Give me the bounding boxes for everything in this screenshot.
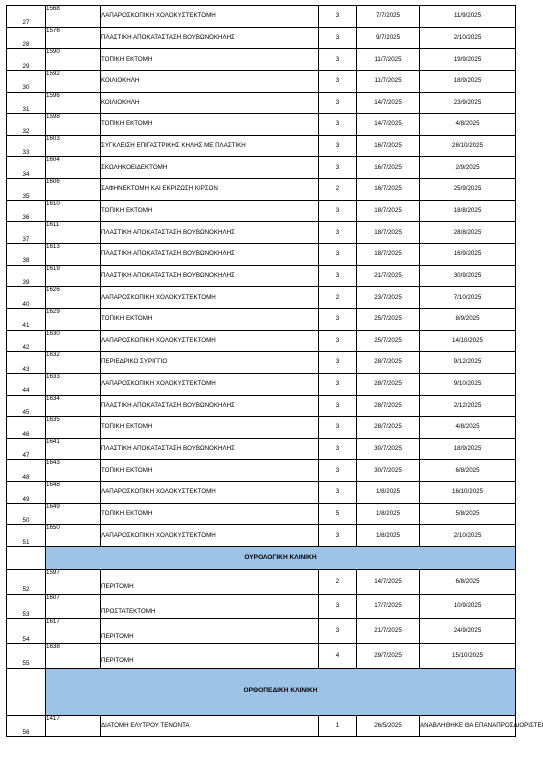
procedure-name: ΠΛΑΣΤΙΚΗ ΑΠΟΚΑΤΑΣΤΑΣΗ ΒΟΥΒΩΝΟΚΗΛΗΣ [101,395,319,417]
registration-date: 11/7/2025 [357,70,420,92]
protocol-number: 1635 [46,417,101,439]
surgery-date: 28/8/2025 [420,222,516,244]
procedure-name: ΚΟΙΛΙΟΚΗΛΗ [101,70,319,92]
priority-class: 3 [319,308,357,330]
surgery-date: 2/12/2025 [420,395,516,417]
table-row [7,619,516,644]
row-number: 33 [7,135,46,157]
procedure-name: ΠΛΑΣΤΙΚΗ ΑΠΟΚΑΤΑΣΤΑΣΗ ΒΟΥΒΩΝΟΚΗΛΗΣ [101,265,319,287]
procedure-name: ΣΚΩΛΗΚΟΕΙΔΕΚΤΟΜΗ [101,157,319,179]
priority-class: 3 [319,6,357,28]
registration-date: 11/7/2025 [357,49,420,71]
table-row [7,503,516,525]
row-number: 41 [7,308,46,330]
row-number: 54 [7,619,46,644]
priority-class: 4 [319,643,357,668]
registration-date: 28/7/2025 [357,417,420,439]
procedure-name: ΤΟΠΙΚΗ ΕΚΤΟΜΗ [101,460,319,482]
surgery-date: 2/10/2025 [420,525,516,547]
priority-class: 3 [319,525,357,547]
table-row [7,525,516,547]
registration-date: 1/8/2025 [357,503,420,525]
table-row [7,460,516,482]
surgery-date: 24/9/2025 [420,619,516,644]
row-number: 28 [7,27,46,49]
procedure-name: ΔΙΑΤΟΜΗ ΕΛΥΤΡΟΥ ΤΕΝΟΝΤΑ [101,715,319,737]
surgery-date: 28/10/2025 [420,135,516,157]
priority-class: 3 [319,352,357,374]
priority-class: 2 [319,287,357,309]
surgery-date: 30/9/2025 [420,265,516,287]
section-header-spacer [7,668,46,715]
surgery-date: 25/9/2025 [420,179,516,201]
registration-date: 21/7/2025 [357,619,420,644]
section-title: ΟΥΡΟΛΟΓΙΚΗ ΚΛΙΝΙΚΗ [46,547,516,570]
row-number: 30 [7,70,46,92]
protocol-number: 1641 [46,438,101,460]
protocol-number: 1648 [46,482,101,504]
priority-class: 3 [319,482,357,504]
row-number: 27 [7,6,46,28]
protocol-number: 1576 [46,27,101,49]
priority-class: 3 [319,135,357,157]
row-number: 46 [7,417,46,439]
surgery-date: 16/10/2025 [420,482,516,504]
row-number: 50 [7,503,46,525]
row-number: 35 [7,179,46,201]
surgery-date: 18/8/2025 [420,200,516,222]
row-number: 38 [7,244,46,266]
procedure-name: ΠΛΑΣΤΙΚΗ ΑΠΟΚΑΤΑΣΤΑΣΗ ΒΟΥΒΩΝΟΚΗΛΗΣ [101,438,319,460]
row-number: 53 [7,594,46,619]
protocol-number: 1417 [46,715,101,737]
priority-class: 3 [319,373,357,395]
priority-class: 3 [319,460,357,482]
protocol-number: 1611 [46,222,101,244]
procedure-name: ΛΑΠΑΡΟΣΚΟΠΙΚΗ ΧΟΛΟΚΥΣΤΕΚΤΟΜΗ [101,330,319,352]
registration-date: 17/7/2025 [357,594,420,619]
priority-class: 3 [319,330,357,352]
table-row [7,330,516,352]
procedure-name: ΛΑΠΑΡΟΣΚΟΠΙΚΗ ΧΟΛΟΚΥΣΤΕΚΤΟΜΗ [101,525,319,547]
surgery-date: ΑΝΑΒΛΗΘΗΚΕ ΘΑ ΕΠΑΝΑΠΡΟΣΔΙΟΡΙΣΤΕΙ [420,715,516,737]
procedure-name: ΠΛΑΣΤΙΚΗ ΑΠΟΚΑΤΑΣΤΑΣΗ ΒΟΥΒΩΝΟΚΗΛΗΣ [101,244,319,266]
protocol-number: 1598 [46,114,101,136]
priority-class: 3 [319,49,357,71]
protocol-number: 1604 [46,157,101,179]
priority-class: 3 [319,244,357,266]
row-number: 34 [7,157,46,179]
procedure-name: ΣΑΦΗΝΕΚΤΟΜΗ ΚΑΙ ΕΚΡΙΖΩΣΗ ΚΙΡΣΩΝ [101,179,319,201]
table-row [7,157,516,179]
priority-class: 3 [319,92,357,114]
procedure-name: ΚΟΙΛΙΟΚΗΛΗ [101,92,319,114]
priority-class: 3 [319,157,357,179]
procedure-name: ΠΕΡΙΤΟΜΗ [101,643,319,668]
section-header-row [7,668,516,715]
row-number: 32 [7,114,46,136]
surgery-waiting-list-table [6,5,543,737]
surgery-date: 11/9/2025 [420,6,516,28]
row-number: 39 [7,265,46,287]
protocol-number: 1643 [46,460,101,482]
procedure-name: ΛΑΠΑΡΟΣΚΟΠΙΚΗ ΧΟΛΟΚΥΣΤΕΚΤΟΜΗ [101,6,319,28]
row-number: 36 [7,200,46,222]
registration-date: 16/7/2025 [357,157,420,179]
surgery-date: 18/9/2025 [420,70,516,92]
procedure-name: ΛΑΠΑΡΟΣΚΟΠΙΚΗ ΧΟΛΟΚΥΣΤΕΚΤΟΜΗ [101,373,319,395]
protocol-number: 1597 [46,570,101,595]
table-row [7,200,516,222]
registration-date: 18/7/2025 [357,244,420,266]
registration-date: 29/7/2025 [357,643,420,668]
priority-class: 3 [319,27,357,49]
row-number: 40 [7,287,46,309]
protocol-number: 1638 [46,643,101,668]
procedure-name: ΤΟΠΙΚΗ ΕΚΤΟΜΗ [101,308,319,330]
table-row [7,287,516,309]
protocol-number: 1626 [46,287,101,309]
section-header-row [7,547,516,570]
row-number: 44 [7,373,46,395]
surgery-date: 14/10/2025 [420,330,516,352]
table-row [7,244,516,266]
row-number: 48 [7,460,46,482]
procedure-name: ΤΟΠΙΚΗ ΕΚΤΟΜΗ [101,503,319,525]
protocol-number: 1607 [46,594,101,619]
procedure-name: ΠΡΟΣΤΑΤΕΚΤΟΜΗ [101,594,319,619]
table-row [7,570,516,595]
registration-date: 25/7/2025 [357,308,420,330]
table-row [7,6,516,28]
surgery-date: 16/9/2025 [420,244,516,266]
registration-date: 1/8/2025 [357,482,420,504]
row-number: 29 [7,49,46,71]
protocol-number: 1596 [46,92,101,114]
registration-date: 28/7/2025 [357,352,420,374]
registration-date: 14/7/2025 [357,92,420,114]
registration-date: 16/7/2025 [357,179,420,201]
protocol-number: 1603 [46,135,101,157]
protocol-number: 1650 [46,525,101,547]
table-row [7,222,516,244]
table-row [7,352,516,374]
protocol-number: 1606 [46,179,101,201]
surgery-date: 6/8/2025 [420,460,516,482]
procedure-name: ΛΑΠΑΡΟΣΚΟΠΙΚΗ ΧΟΛΟΚΥΣΤΕΚΤΟΜΗ [101,287,319,309]
protocol-number: 1632 [46,352,101,374]
registration-date: 30/7/2025 [357,438,420,460]
table-row [7,438,516,460]
row-number: 52 [7,570,46,595]
protocol-number: 1630 [46,330,101,352]
registration-date: 26/5/2025 [357,715,420,737]
registration-date: 16/7/2025 [357,135,420,157]
protocol-number: 1619 [46,265,101,287]
registration-date: 25/7/2025 [357,330,420,352]
registration-date: 1/8/2025 [357,525,420,547]
row-number: 49 [7,482,46,504]
procedure-name: ΣΥΓΚΛΕΙΣΗ ΕΠΙΓΑΣΤΡΙΚΗΣ ΚΗΛΗΣ ΜΕ ΠΛΑΣΤΙΚΗ [101,135,319,157]
table-row [7,265,516,287]
table-row [7,715,516,737]
row-number: 56 [7,715,46,737]
section-header-spacer [7,547,46,570]
table-row [7,27,516,49]
row-number: 42 [7,330,46,352]
protocol-number: 1617 [46,619,101,644]
table-body [7,5,543,737]
procedure-name: ΠΛΑΣΤΙΚΗ ΑΠΟΚΑΤΑΣΤΑΣΗ ΒΟΥΒΩΝΟΚΗΛΗΣ [101,27,319,49]
priority-class: 1 [319,715,357,737]
priority-class: 3 [319,114,357,136]
registration-date: 23/7/2025 [357,287,420,309]
procedure-name: ΠΕΡΙΤΟΜΗ [101,619,319,644]
surgery-date: 5/8/2025 [420,503,516,525]
procedure-name: ΠΕΡΙΕΔΡΙΚΟ ΣΥΡΙΓΓΙΟ [101,352,319,374]
row-number: 37 [7,222,46,244]
table-row [7,70,516,92]
table-row [7,482,516,504]
priority-class: 3 [319,438,357,460]
priority-class: 3 [319,619,357,644]
priority-class: 3 [319,417,357,439]
priority-class: 3 [319,70,357,92]
registration-date: 30/7/2025 [357,460,420,482]
priority-class: 3 [319,395,357,417]
surgery-date: 9/10/2025 [420,373,516,395]
procedure-name: ΠΕΡΙΤΟΜΗ [101,570,319,595]
protocol-number: 1629 [46,308,101,330]
priority-class: 3 [319,222,357,244]
registration-date: 14/7/2025 [357,114,420,136]
surgery-date: 15/10/2025 [420,643,516,668]
surgery-date: 7/10/2025 [420,287,516,309]
table-row [7,135,516,157]
row-number: 43 [7,352,46,374]
surgery-date: 18/9/2025 [420,438,516,460]
registration-date: 7/7/2025 [357,6,420,28]
row-number: 47 [7,438,46,460]
surgery-date: 4/8/2025 [420,417,516,439]
surgery-date: 10/9/2025 [420,594,516,619]
procedure-name: ΤΟΠΙΚΗ ΕΚΤΟΜΗ [101,49,319,71]
protocol-number: 1592 [46,70,101,92]
table-row [7,643,516,668]
surgery-date: 2/10/2025 [420,27,516,49]
priority-class: 3 [319,594,357,619]
priority-class: 2 [319,179,357,201]
procedure-name: ΠΛΑΣΤΙΚΗ ΑΠΟΚΑΤΑΣΤΑΣΗ ΒΟΥΒΩΝΟΚΗΛΗΣ [101,222,319,244]
table-row [7,417,516,439]
priority-class: 2 [319,570,357,595]
protocol-number: 1633 [46,373,101,395]
procedure-name: ΤΟΠΙΚΗ ΕΚΤΟΜΗ [101,114,319,136]
registration-date: 21/7/2025 [357,265,420,287]
row-number: 31 [7,92,46,114]
priority-class: 5 [319,503,357,525]
protocol-number: 1590 [46,49,101,71]
protocol-number: 1568 [46,6,101,28]
table-row [7,92,516,114]
table-row [7,49,516,71]
table-row [7,395,516,417]
registration-date: 9/7/2025 [357,27,420,49]
row-number: 51 [7,525,46,547]
surgery-date: 8/9/2025 [420,308,516,330]
protocol-number: 1613 [46,244,101,266]
protocol-number: 1634 [46,395,101,417]
surgery-date: 6/8/2025 [420,570,516,595]
surgery-date: 9/12/2025 [420,352,516,374]
table-row [7,373,516,395]
registration-date: 14/7/2025 [357,570,420,595]
procedure-name: ΤΟΠΙΚΗ ΕΚΤΟΜΗ [101,417,319,439]
surgery-date: 19/9/2025 [420,49,516,71]
table-row [7,179,516,201]
row-number: 45 [7,395,46,417]
surgery-date: 2/9/2025 [420,157,516,179]
protocol-number: 1649 [46,503,101,525]
section-title: ΟΡΘΟΠΕΔΙΚΗ ΚΛΙΝΙΚΗ [46,668,516,715]
surgery-date: 4/8/2025 [420,114,516,136]
priority-class: 3 [319,265,357,287]
table-row [7,114,516,136]
table-row [7,594,516,619]
registration-date: 18/7/2025 [357,222,420,244]
registration-date: 18/7/2025 [357,200,420,222]
row-number: 55 [7,643,46,668]
registration-date: 28/7/2025 [357,395,420,417]
procedure-name: ΤΟΠΙΚΗ ΕΚΤΟΜΗ [101,200,319,222]
priority-class: 3 [319,200,357,222]
protocol-number: 1610 [46,200,101,222]
registration-date: 28/7/2025 [357,373,420,395]
surgery-date: 23/9/2025 [420,92,516,114]
procedure-name: ΛΑΠΑΡΟΣΚΟΠΙΚΗ ΧΟΛΟΚΥΣΤΕΚΤΟΜΗ [101,482,319,504]
table-row [7,308,516,330]
